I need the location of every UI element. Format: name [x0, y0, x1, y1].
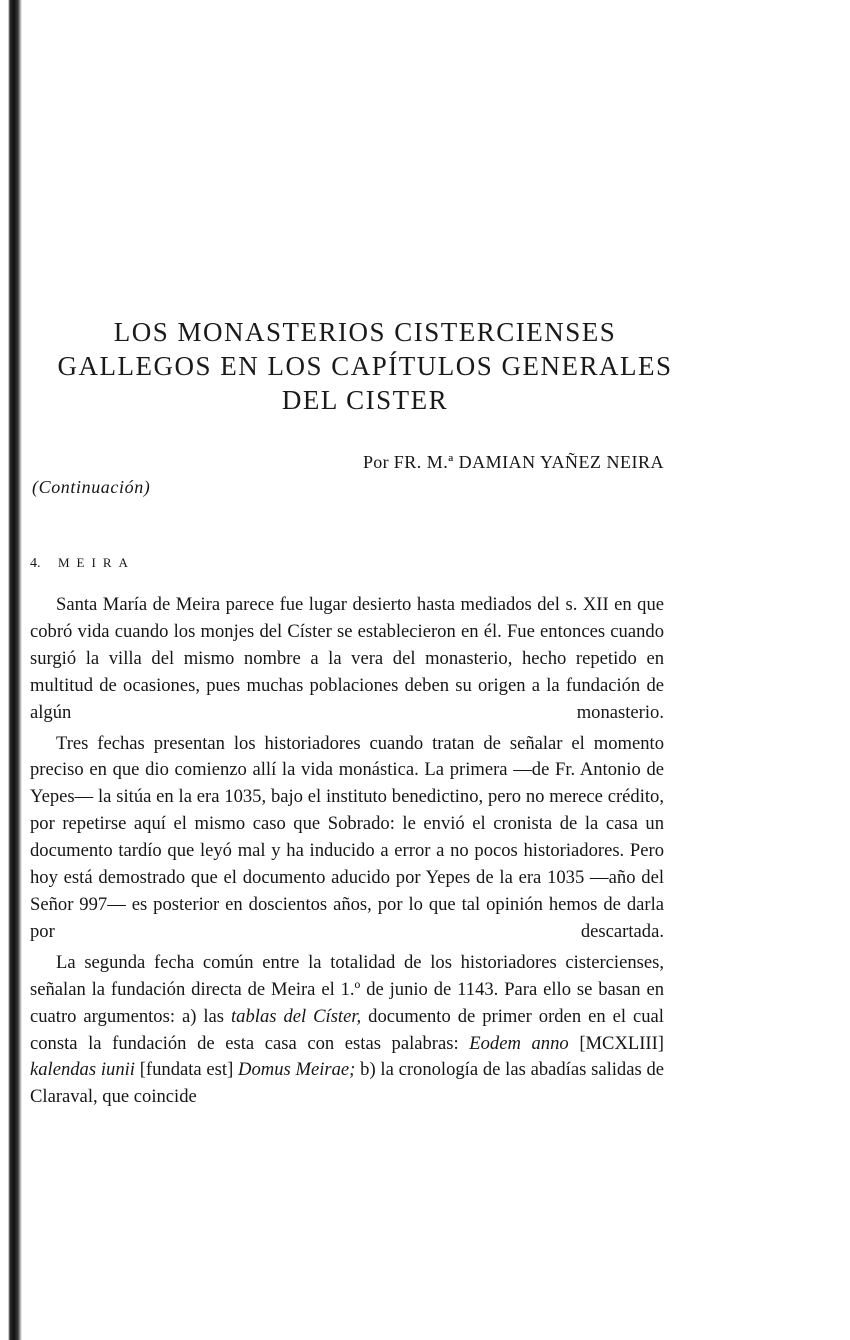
paragraph-3 — [30, 950, 664, 1111]
byline — [30, 452, 664, 473]
section-number: 4. — [30, 556, 41, 571]
paragraph-3-part-a: La segunda fecha común entre la totalidad de los historiadores cistercienses, señalan la fundación directa de Meira el 1.º de junio de 1143. Para ello se basan en cuatro argumentos: a) las — [30, 951, 664, 1027]
paragraph-3-part-g: [fundata est] — [139, 1059, 234, 1081]
article-title — [30, 315, 700, 417]
paragraph-3-part-i: b) la cronología de las abadías salidas de Claraval, que coincide — [30, 1059, 665, 1108]
paragraph-1: Santa María de Meira parece fue lugar desierto hasta mediados del s. XII en que cobró vida cuando los monjes del Císter se establecieron en él. Fue entonces cuando surgió la villa del mismo nombre a la vera del monasterio, hecho repetido en multitud de ocasiones, pues muchas poblaciones deben su origen a la fundación de algún monasterio. — [30, 594, 664, 723]
paragraph-3-italic-tablas: tablas del Císter, — [231, 1005, 362, 1027]
continuation-note: (Continuación) — [32, 477, 151, 497]
byline-author-name: FR. M.ª DAMIAN YAÑEZ NEIRA — [393, 452, 664, 472]
title-line-2: GALLEGOS EN LOS CAPÍTULOS GENERALES — [57, 351, 673, 381]
title-line-3: DEL CISTER — [281, 385, 449, 415]
title-line-1: LOS MONASTERIOS CISTERCIENSES — [113, 317, 617, 347]
page-binding-edge — [0, 0, 22, 1340]
paragraph-3-italic-kalendas: kalendas iunii — [30, 1059, 135, 1081]
byline-prefix: Por — [362, 452, 389, 472]
paragraph-3-italic-eodem: Eodem anno — [469, 1032, 569, 1054]
paragraph-2: Tres fechas presentan los historiadores cuando tratan de señalar el momento preciso en que dio comienzo allí la vida monástica. La primera —de Fr. Antonio de Yepes— la sitúa en la era 1035, bajo el instituto benedictino, pero no merece crédito, por repetirse aquí el mismo caso que Sobrado: le envió el cronista de la casa un documento tardío que leyó mal y ha inducido a error a no pocos historiadores. Pero hoy está demostrado que el documento aducido por Yepes de la era 1035 —año del Señor 997— es posterior en doscientos años, por lo que tal opinión hemos de darla por descartada. — [30, 732, 664, 942]
paragraph-3-italic-domus: Domus Meirae; — [238, 1059, 356, 1081]
article-body — [30, 592, 664, 1115]
section-heading — [30, 555, 135, 572]
paragraph-3-part-e: [MCXLIII] — [579, 1032, 664, 1054]
paragraph-3-part-c: documento de primer orden en el cual consta la fundación de esta casa con estas palabras: — [30, 1005, 664, 1054]
section-title: MEIRA — [58, 555, 135, 570]
